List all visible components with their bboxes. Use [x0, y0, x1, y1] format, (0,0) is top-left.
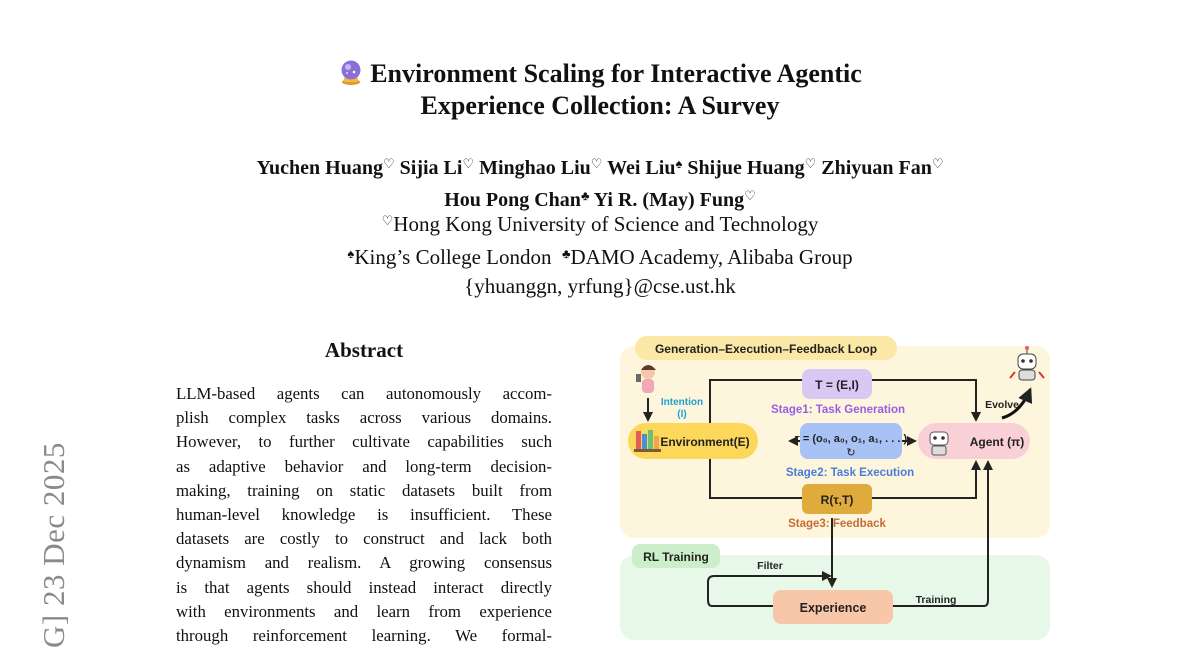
- environment-label: Environment(E): [660, 435, 750, 449]
- affiliation-mark: ♡: [382, 156, 395, 171]
- intention-symbol: (I): [677, 409, 687, 420]
- affiliations: [0, 206, 1200, 301]
- author-name: Minghao Liu: [479, 157, 591, 179]
- stage1-label: Stage1: Task Generation: [771, 404, 905, 416]
- stage2-label: Stage2: Task Execution: [785, 467, 915, 479]
- contact-email: {yhuanggn, yrfung}@cse.ust.hk: [464, 274, 736, 298]
- abstract-body: [176, 382, 552, 648]
- abstract-line: is that agents should instead interact directly: [176, 577, 552, 597]
- abstract-heading: Abstract: [324, 338, 404, 362]
- rl-label: RL Training: [643, 550, 709, 564]
- abstract-line: human-level knowledge is insufficient. These: [176, 505, 552, 525]
- arxiv-side-stamp: [22, 390, 82, 648]
- abstract-line: making, training on static datasets built from: [176, 480, 552, 500]
- filter-label: Filter: [757, 560, 783, 572]
- abstract-line: dynamism and realism. A growing consensus: [176, 553, 552, 573]
- author-name: Yuchen Huang: [256, 157, 383, 179]
- affiliation-mark: ♡: [381, 213, 394, 228]
- affiliation-mark: ♠: [675, 156, 683, 171]
- affiliation-mark: ♠: [347, 246, 355, 261]
- affiliation-kcl-damo: ♠King’s College London ♣DAMO Academy, Alibaba Group: [347, 245, 853, 269]
- author-list: [0, 150, 1200, 214]
- author-name: Sijia Li: [399, 157, 463, 179]
- abstract-line: plish complex tasks across various domains.: [176, 408, 552, 428]
- title-line-2: Experience Collection: A Survey: [420, 91, 780, 120]
- crystal-ball-icon: [338, 59, 364, 85]
- abstract-line: datasets are costly to construct and lack both: [176, 529, 552, 549]
- experience-label: Experience: [799, 601, 867, 615]
- author-name: Yi R. (May) Fung: [593, 189, 745, 211]
- abstract-line: as adaptive behavior and long-term decision-: [176, 456, 552, 476]
- robot-icon: [930, 432, 948, 455]
- training-label: Training: [915, 594, 957, 606]
- author-name: Zhiyuan Fan: [821, 157, 932, 179]
- title-line-1: Environment Scaling for Interactive Agentic: [370, 59, 862, 88]
- affiliation-mark: ♡: [462, 156, 475, 171]
- framework-figure: [610, 328, 1060, 648]
- affiliation-mark: ♣: [561, 246, 571, 261]
- author-name: Wei Liu: [607, 157, 676, 179]
- reward-label: R(τ,T): [820, 493, 854, 507]
- author-name: Shijue Huang: [687, 157, 805, 179]
- affiliation-mark: ♡: [744, 188, 756, 203]
- task-box-label: T = (E,I): [815, 378, 859, 392]
- stage3-label: Stage3: Feedback: [788, 518, 886, 530]
- affiliation-mark: ♡: [931, 156, 944, 171]
- loop-label: Generation–Execution–Feedback Loop: [654, 342, 878, 356]
- affiliation-mark: ♡: [804, 156, 817, 171]
- paper-title: [0, 58, 1200, 122]
- agent-label: Agent (π): [969, 435, 1025, 449]
- affiliation-mark: ♣: [580, 188, 590, 203]
- abstract-line: through reinforcement learning. We formal-: [176, 626, 552, 646]
- arxiv-stamp-text: G] 23 Dec 2025: [36, 442, 71, 648]
- evolve-label: Evolve: [985, 399, 1019, 411]
- affiliation-mark: ♡: [590, 156, 603, 171]
- refresh-icon: ↻: [846, 447, 856, 459]
- abstract-line: with environments and learn from experience: [176, 601, 552, 621]
- abstract-line: However, to further cultivate capabilities such: [176, 432, 552, 452]
- author-line-1: [0, 150, 1200, 182]
- trajectory-label: τ = (o₀, a₀, o₁, a₁, . . . ): [794, 433, 908, 445]
- abstract-line: LLM-based agents can autonomously accom-: [176, 384, 552, 403]
- affiliation-hkust: ♡Hong Kong University of Science and Technology: [381, 212, 819, 236]
- author-name: Hou Pong Chan: [444, 189, 581, 211]
- intention-label: Intention: [660, 397, 704, 408]
